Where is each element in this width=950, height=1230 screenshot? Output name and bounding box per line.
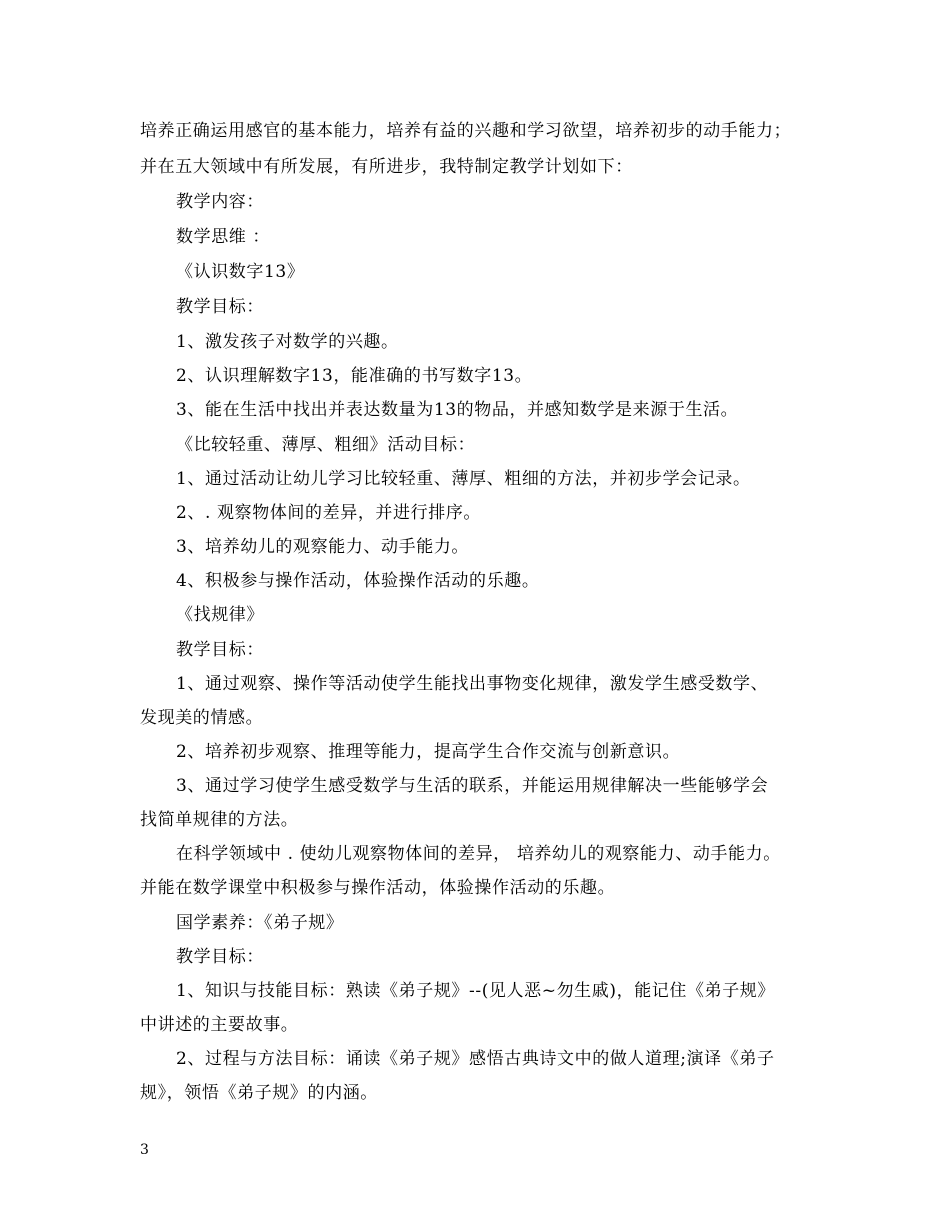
section-heading: 教学内容：	[176, 192, 264, 212]
lesson-title: 《找规律》	[176, 605, 264, 625]
list-item-continuation: 找简单规律的方法。	[140, 810, 299, 830]
section-heading: 国学素养：《弟子规》	[176, 913, 344, 933]
section-heading: 教学目标：	[176, 947, 264, 967]
section-heading: 教学目标：	[176, 297, 264, 317]
paragraph-line: 培养正确运用感官的基本能力，培养有益的兴趣和学习欲望，培养初步的动手能力；	[140, 121, 792, 141]
list-item-continuation: 发现美的情感。	[140, 708, 264, 728]
list-item: 2、过程与方法目标：诵读《弟子规》感悟古典诗文中的做人道理;演译《弟子	[176, 1049, 775, 1069]
paragraph-line: 并能在数学课堂中积极参与操作活动，体验操作活动的乐趣。	[140, 878, 616, 898]
list-item: 3、能在生活中找出并表达数量为13的物品，并感知数学是来源于生活。	[176, 400, 739, 420]
lesson-title: 《比较轻重、薄厚、粗细》活动目标：	[176, 435, 476, 455]
list-item: 1、知识与技能目标：熟读《弟子规》--(见人恶~勿生戚)，能记住《弟子规》	[176, 981, 776, 1001]
list-item: 2、认识理解数字13，能准确的书写数字13。	[176, 366, 533, 386]
list-item: 1、通过观察、操作等活动使学生能找出事物变化规律，激发学生感受数学、	[176, 674, 769, 694]
section-heading: 数学思维 ：	[176, 227, 271, 247]
page-number: 3	[140, 1142, 149, 1158]
list-item-continuation: 中讲述的主要故事。	[140, 1015, 299, 1035]
list-item: 2、. 观察物体间的差异，并进行排序。	[176, 503, 482, 523]
section-heading: 教学目标：	[176, 640, 264, 660]
list-item: 3、培养幼儿的观察能力、动手能力。	[176, 537, 470, 557]
list-item-continuation: 规》，领悟《弟子规》的内涵。	[140, 1083, 378, 1103]
list-item: 1、激发孩子对数学的兴趣。	[176, 332, 399, 352]
paragraph-line: 并在五大领域中有所发展，有所进步，我特制定教学计划如下：	[140, 157, 633, 177]
list-item: 1、通过活动让幼儿学习比较轻重、薄厚、粗细的方法，并初步学会记录。	[176, 469, 751, 489]
list-item: 4、积极参与操作活动，体验操作活动的乐趣。	[176, 571, 540, 591]
list-item: 3、通过学习使学生感受数学与生活的联系，并能运用规律解决一些能够学会	[176, 776, 769, 796]
list-item: 2、培养初步观察、推理等能力，提高学生合作交流与创新意识。	[176, 742, 681, 762]
paragraph-line: 在科学领域中 . 使幼儿观察物体间的差异， 培养幼儿的观察能力、动手能力。	[176, 844, 781, 864]
lesson-title: 《认识数字13》	[176, 262, 305, 282]
